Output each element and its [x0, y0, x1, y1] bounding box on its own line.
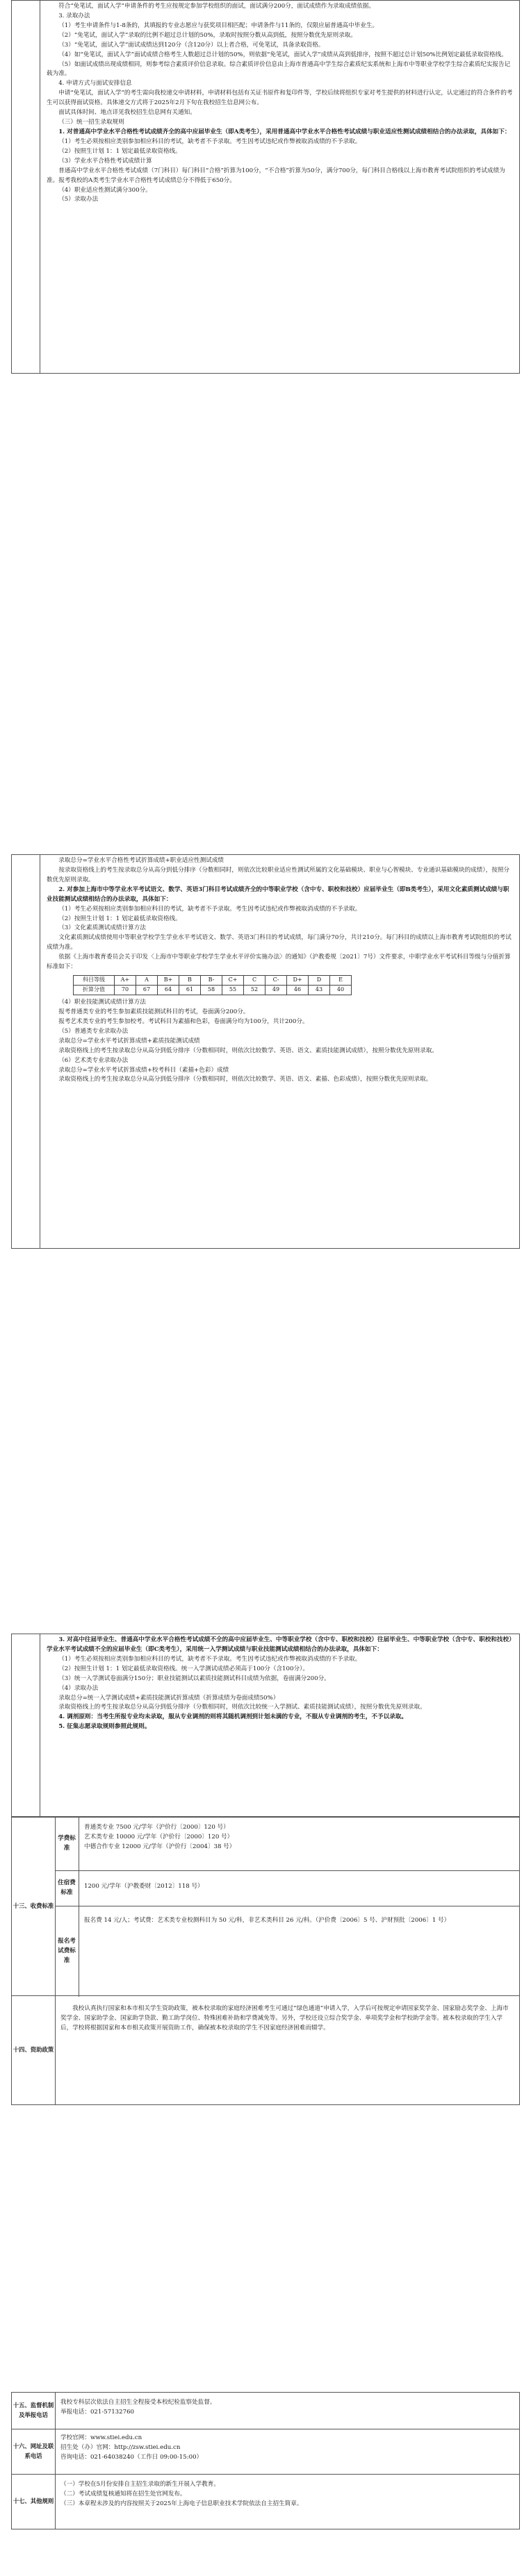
text-line: （2）按照生计划 1：1 划定最低录取资格线。	[58, 147, 181, 155]
text-line: （4）职业技能测试成绩计算方法	[58, 999, 146, 1006]
admission-rules-panel-3	[11, 1634, 520, 1817]
table-cell: B	[179, 976, 201, 986]
text-line: （1）考生必须按相应类别参加相应科目的考试，缺考者不予录取。考生因考试违纪或作弊被取消成绩的不予录取。	[58, 138, 361, 145]
text-line: 依据《上海市教育委员会关于印发〈上海市中等职业学校学生学业水平评价实施办法〉的通知》（沪教委规〔2021〕7号）文件要求，中职学业水平考试科目等级与分值折算标准如下：	[47, 954, 511, 971]
text-line: （2）“免笔试，面试入学”录取的比例不超过总计划的50%，录取时按照分数从高到低，按照分数优先原则录取。	[58, 31, 357, 39]
admission-rules-panel-2	[11, 854, 520, 1249]
table-cell: C+	[222, 976, 244, 986]
text-line: 3. 录取办法	[58, 12, 90, 19]
table-cell: 46	[287, 986, 309, 995]
text-line: 录取总分=学业水平考试折算成绩+校考科目（素描+色彩）成绩	[58, 1066, 229, 1074]
text-line: （3）学业水平合格性考试成绩计算	[58, 157, 152, 165]
table-cell: 55	[222, 986, 244, 995]
table-cell: A	[136, 976, 158, 986]
text-line: 按录取资格线上的考生按录取总分从高分到低分排序（分数相同时，则依次比较职业适应性测试所属的文化基础模块、职业与心智模块、专业通识基础模块的成绩），按照分数优先原则录取。	[47, 866, 510, 883]
panel-content	[40, 1634, 519, 1816]
text-line: （2）按照生计划 1：1 划定最低录取资格线。统一入学测试成绩必须高于100分（含100分）。	[58, 1665, 309, 1672]
text-line: 报考普通类专业的考生参加素质技能测试科目的考试，卷面满分200分。	[58, 1008, 250, 1015]
table-cell: 40	[330, 986, 352, 995]
admission-rules-panel-1	[11, 0, 520, 374]
tuition-line: 普通类专业 7500 元/学年（沪价行〔2000〕120 号）	[84, 1824, 229, 1831]
table-cell: E	[330, 976, 352, 986]
text-line: 面试具体时间、地点详见我校招生信息网有关通知。	[58, 109, 196, 117]
tuition-content	[79, 1818, 519, 1870]
other-rule-line: （三）本章程未涉及的内容按照关于2025年上海电子信息职业技术学院依法自主招生简章。	[60, 2500, 303, 2507]
contact-content	[55, 2429, 519, 2474]
rule-heading: 4. 调剂原则：当考生所报专业均未录取，服从专业调剂的则将其随机调剂到计划未满的专业，不服从专业调剂的考生，不予以录取。	[58, 1713, 407, 1721]
table-cell: A+	[115, 976, 136, 986]
table-cell: C-	[266, 976, 287, 986]
aid-policy-content	[55, 1996, 519, 2104]
text-line: 录取资格线上的考生按录取总分从高分到低分排序（分数相同时，则依次比较统一入学测试、素质技能测试成绩），按照分数优先原则录取。	[58, 1704, 426, 1711]
other-rules-row	[11, 2474, 520, 2529]
exam-fee-label: 报名考试费标准	[55, 1906, 79, 1997]
text-line: （5）普通类专业录取办法	[58, 1027, 129, 1035]
text-line: （4）如“免笔试，面试入学”面试成绩合格考生人数超过总计划的50%，则依据“免笔试，面试入学”成绩从高到低排序，按照不超过总计划50%比例划定最低录取资格线。	[58, 51, 507, 58]
text-line: 录取总分=统一入学测试成绩+素质技能测试折算成绩（折算成绩为卷面成绩50%）	[58, 1694, 279, 1702]
lodging-label: 住宿费标准	[55, 1871, 79, 1906]
text-line: 录取资格线上的考生按录取总分从高分到低分排序（分数相同时，则依次比较数学、英语、语文、素质技能测试成绩），按照分数优先原则录取。	[58, 1047, 438, 1054]
table-cell: C	[244, 976, 266, 986]
table-cell: 折算分值	[74, 986, 115, 995]
text-line: （1）考生申请条件与1-8条的，其填报的专业志愿应与获奖项目相匹配；申请条件与11条的，仅限应届普通高中毕业生。	[58, 22, 379, 29]
exam-fee-content	[79, 1906, 519, 1997]
rule-heading: 3. 对高中往届毕业生、普通高中学业水平合格性考试成绩不全的高中应届毕业生、中等职业学校（含中专、职校和技校）往届毕业生、中等职业学校（含中专、职校和技校）学业水平考试成绩不全的应届毕业生（即C类考生），采用统一入学测试成绩与职业技能测试成绩相结合的办法录取，具体如下：	[47, 1636, 512, 1653]
fee-standards-label: 十三、收费标准	[12, 1818, 56, 1995]
text-line: （3）统一入学测试卷面满分150分；职业技能测试以素质技能测试科目成绩为依据，卷面满分200分。	[58, 1675, 330, 1682]
rule-heading: 5. 征集志愿录取规则参照此规则。	[58, 1723, 151, 1731]
rule-heading: 2. 对参加上海市中等学业水平考试语文、数学、英语3门科目考试成绩齐全的中等职业学校（含中专、职校和技校）应届毕业生（即B类考生），采用文化素质测试成绩与职业技能测试成绩相结合的办法录取，具体如下：	[47, 886, 509, 903]
lodging-content	[79, 1871, 519, 1906]
rule-heading: 1. 对普通高中学业水平合格性考试成绩齐全的高中应届毕业生（即A类考生），采用普通高中学业水平合格性考试成绩与职业适应性测试成绩相结合的办法录取，具体如下：	[58, 128, 511, 135]
text-line: （3）文化素质测试成绩计算方法	[58, 924, 146, 932]
aid-policy-label: 十四、资助政策	[12, 1996, 56, 2104]
text-line: （2）按照生计划 1：1 划定最低录取资格线。	[58, 915, 181, 922]
text-line: （1）考生必须按相应类别参加相应科目的考试，缺考者不予录取。考生因考试违纪或作弊被取消成绩的不予录取。	[58, 1655, 361, 1663]
school-website-link[interactable]: 学校官网：www.stiei.edu.cn	[60, 2434, 142, 2441]
tuition-label: 学费标准	[55, 1818, 79, 1870]
text-line: （5）录取办法	[58, 196, 99, 203]
table-cell: 61	[179, 986, 201, 995]
table-cell: 43	[309, 986, 330, 995]
panel-label-cell	[12, 1, 40, 373]
table-cell: D+	[287, 976, 309, 986]
text-line: （4）录取办法	[58, 1684, 99, 1692]
table-cell: B+	[158, 976, 179, 986]
table-cell: 67	[136, 986, 158, 995]
aid-policy-row	[11, 1995, 520, 2105]
fee-standards-row	[11, 1817, 520, 1996]
contact-label: 十六、网址及联系电话	[12, 2429, 56, 2474]
other-rule-line: （二）考试成绩复核通知将在招生处官网发布。	[60, 2490, 186, 2498]
tuition-line: 中德合作专业 12000 元/学年（沪价行〔2004〕38 号）	[84, 1843, 236, 1850]
table-row	[74, 976, 352, 986]
table-cell: 科目等级	[74, 976, 115, 986]
text-line: （4）职业适应性测试满分300分。	[58, 186, 152, 194]
grade-conversion-table	[73, 975, 352, 995]
table-cell: 52	[244, 986, 266, 995]
supervision-content	[55, 2393, 519, 2429]
text-line: （5）如面试成绩出现成绩相同，则参考综合素质评价信息录取。综合素质评价信息由上海市普通高中学生综合素质纪实系统和上海市中等职业学校学生综合素质纪实报告记载为准。	[47, 60, 511, 78]
table-cell: 58	[201, 986, 222, 995]
table-cell: D	[309, 976, 330, 986]
text-line: 4. 申请方式与面试安排信息	[58, 80, 132, 88]
text-line: （3）“免笔试，面试入学”面试成绩达到120分（含120分）以上者合格，可免笔试，具备录取资格。	[58, 41, 325, 49]
consult-phone: 咨询电话：021-64038240（工作日 09:00-15:00）	[60, 2453, 203, 2461]
other-rules-content	[55, 2475, 519, 2529]
table-row	[74, 986, 352, 995]
exam-fee-line: 报名费 14 元/人；考试费：艺术类专业校测科目为 50 元/科，非艺术类科目 26 元/科。（沪价费〔2006〕5 号、沪财预批〔2006〕1 号）	[84, 1917, 450, 1924]
report-phone: 举报电话：021-57132760	[60, 2408, 135, 2416]
panel-content	[40, 855, 519, 1248]
table-cell: B-	[201, 976, 222, 986]
tuition-line: 艺术类专业 10000 元/学年（沪价行〔2000〕120 号）	[84, 1833, 234, 1840]
contact-row	[11, 2429, 520, 2475]
other-rule-line: （一）学校在5月份安排自主招生录取的新生开展入学教育。	[60, 2481, 220, 2488]
text-line: 普通高中学业水平合格性考试成绩（7门科目）每门科目“合格”折算为100分，“不合格”折算为50分，满分700分，每门科目合格线以上海市教育考试院组织的考试成绩为准。报考我校的A类考生学业水平合格性考试成绩总分不得低于650分。	[47, 167, 505, 184]
supervision-line: 我校专科层次依法自主招生全程接受本校纪检监察处监督。	[60, 2399, 216, 2406]
table-cell: 64	[158, 986, 179, 995]
text-line: 录取总分=学业水平合格性考试折算成绩+职业适应性测试成绩	[58, 857, 224, 864]
table-cell: 70	[115, 986, 136, 995]
text-line: 申请“免笔试，面试入学”的考生需向我校递交申请材料，申请材料包括有关证书原件和复印件等，学校后续将组织专家对考生提供的材料进行认定，认定通过的符合条件的考生可以获得面试资格。具体递交方式将于2025年2月下旬在我校招生信息网公布。	[47, 90, 513, 107]
text-line: 录取总分=学业水平考试折算成绩+素质技能测试成绩	[58, 1037, 200, 1045]
admissions-website-link[interactable]: 招生处（办）官网：http://zsw.stiei.edu.cn	[60, 2443, 181, 2451]
panel-content	[40, 1, 519, 373]
text-line: （6）艺术类专业录取办法	[58, 1056, 129, 1064]
lodging-line: 1200 元/学年（沪教委财〔2012〕118 号）	[84, 1883, 204, 1890]
section-heading: （三）统一招生录取规则	[58, 119, 124, 126]
text-line: 符合“免笔试，面试入学”申请条件的考生应按规定参加学校组织的面试，面试满分200分，面试成绩作为录取成绩依据。	[58, 3, 375, 10]
supervision-row	[11, 2392, 520, 2429]
text-line: 文化素质测试成绩使用中等职业学校学生学业水平考试语文、数学、英语3门科目的考试成绩，每门满分70分，共计210分。每门科目的成绩以上海市教育考试院组织的考试成绩为准。	[47, 934, 512, 952]
aid-policy-text: 我校认真执行国家和本市相关学生资助政策，被本校录取的家庭经济困难考生可通过“绿色通道”申请入学，入学后可按规定申请国家奖学金、国家励志奖学金、上海市奖学金、国家助学金、国家助学贷款、勤工助学岗位、特殊困难补助和学费减免等。另外，学校还设立综合奖学金、单项奖学金和学校助学金等。被本校录取的学生入学后，学校将根据国家和本市相关政策开展资助工作，确保被本校录取的学生不因家庭经济困难而辍学。	[60, 2005, 509, 2031]
panel-label-cell	[12, 1634, 40, 1816]
panel-label-cell	[12, 855, 40, 1248]
other-rules-label: 十七、其他规则	[12, 2475, 56, 2529]
text-line: （1）考生必须按相应类别参加相应科目的考试，缺考者不予录取。考生因考试违纪或作弊被取消成绩的不予录取。	[58, 905, 361, 913]
supervision-label: 十五、监督机制及举报电话	[12, 2393, 56, 2429]
table-cell: 49	[266, 986, 287, 995]
text-line: 录取资格线上的考生按录取总分从高分到低分排序（分数相同时，则依次比较数学、英语、语文、素描、色彩成绩），按照分数优先原则录取。	[58, 1076, 432, 1083]
text-line: 报考艺术类专业的考生参加校考。考试科目为素描和色彩，卷面满分均为100分，共计200分。	[58, 1017, 309, 1025]
